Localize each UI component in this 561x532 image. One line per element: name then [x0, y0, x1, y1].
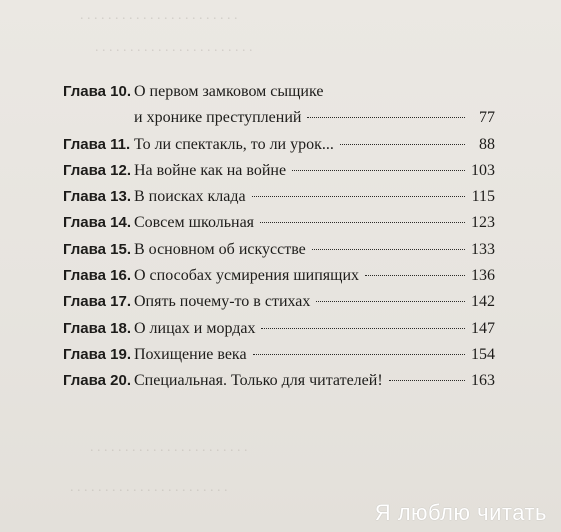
dot-leader — [261, 328, 465, 329]
chapter-title: Совсем школьная — [134, 214, 255, 232]
dot-leader — [292, 170, 465, 171]
chapter-label: Глава 11. — [63, 135, 131, 153]
toc-row-chapter-15[interactable] — [63, 237, 495, 263]
dot-leader — [307, 117, 465, 118]
dot-leader — [340, 144, 465, 145]
page-number: 88 — [479, 135, 495, 153]
dot-leader — [389, 380, 465, 381]
toc-row-chapter-17[interactable] — [63, 289, 495, 315]
toc-row-chapter-10-cont[interactable] — [63, 105, 495, 131]
toc-row-chapter-11[interactable] — [63, 132, 495, 158]
toc-row-chapter-14[interactable] — [63, 210, 495, 236]
toc-row-chapter-20[interactable] — [63, 368, 495, 394]
page-number: 133 — [471, 240, 495, 258]
page-number: 163 — [471, 372, 495, 390]
chapter-title: О лицах и мордах — [134, 319, 256, 337]
page-number: 77 — [479, 109, 495, 127]
chapter-title: В поисках клада — [134, 188, 246, 206]
chapter-title: О первом замковом сыщике — [134, 83, 324, 100]
toc-row-chapter-18[interactable] — [63, 316, 495, 342]
watermark: Я люблю читать — [374, 500, 547, 525]
chapter-title: В основном об искусстве — [134, 240, 306, 258]
page-number: 136 — [471, 267, 495, 285]
chapter-title: О способах усмирения шипящих — [134, 267, 360, 285]
toc-row-chapter-19[interactable] — [63, 342, 495, 368]
toc-row-chapter-10[interactable] — [63, 79, 495, 105]
page-number: 147 — [471, 319, 495, 337]
dot-leader — [365, 275, 465, 276]
chapter-label: Глава 16. — [63, 267, 132, 285]
chapter-label: Глава 10. — [63, 83, 132, 100]
toc-row-chapter-12[interactable] — [63, 158, 495, 184]
chapter-title: Специальная. Только для читателей! — [134, 372, 383, 390]
chapter-label: Глава 18. — [63, 319, 132, 337]
dot-leader — [316, 301, 465, 302]
chapter-label: Глава 20. — [63, 372, 132, 390]
chapter-title: Опять почему-то в стихах — [134, 293, 311, 311]
table-of-contents — [63, 79, 495, 395]
page-number: 123 — [471, 214, 495, 232]
chapter-label: Глава 14. — [63, 214, 132, 232]
chapter-label: Глава 19. — [63, 345, 132, 363]
page-number: 103 — [471, 161, 495, 179]
page-number: 115 — [471, 188, 495, 206]
page-number: 154 — [471, 345, 495, 363]
chapter-label: Глава 12. — [63, 161, 132, 179]
chapter-label: Глава 17. — [63, 293, 132, 311]
dot-leader — [252, 196, 465, 197]
dot-leader — [260, 222, 465, 223]
chapter-title: Похищение века — [134, 345, 247, 363]
page-number: 142 — [471, 293, 495, 311]
toc-row-chapter-16[interactable] — [63, 263, 495, 289]
chapter-label: Глава 15. — [63, 240, 132, 258]
chapter-title: и хронике преступлений — [134, 109, 302, 127]
chapter-title: То ли спектакль, то ли урок... — [134, 135, 334, 153]
dot-leader — [312, 249, 465, 250]
chapter-label: Глава 13. — [63, 188, 132, 206]
chapter-title: На войне как на войне — [134, 161, 287, 179]
dot-leader — [253, 354, 465, 355]
show-through-text: . . . . . . . . . . . . . . . . . . . . . . . . . . . . . . . . . . . . . . . . . . . . . . . . . . . . . . . . . . . . . . . . . . . . . . . . . . . . . . . . . . . . . . . . . . . . — [70, 8, 253, 495]
toc-row-chapter-13[interactable] — [63, 184, 495, 210]
